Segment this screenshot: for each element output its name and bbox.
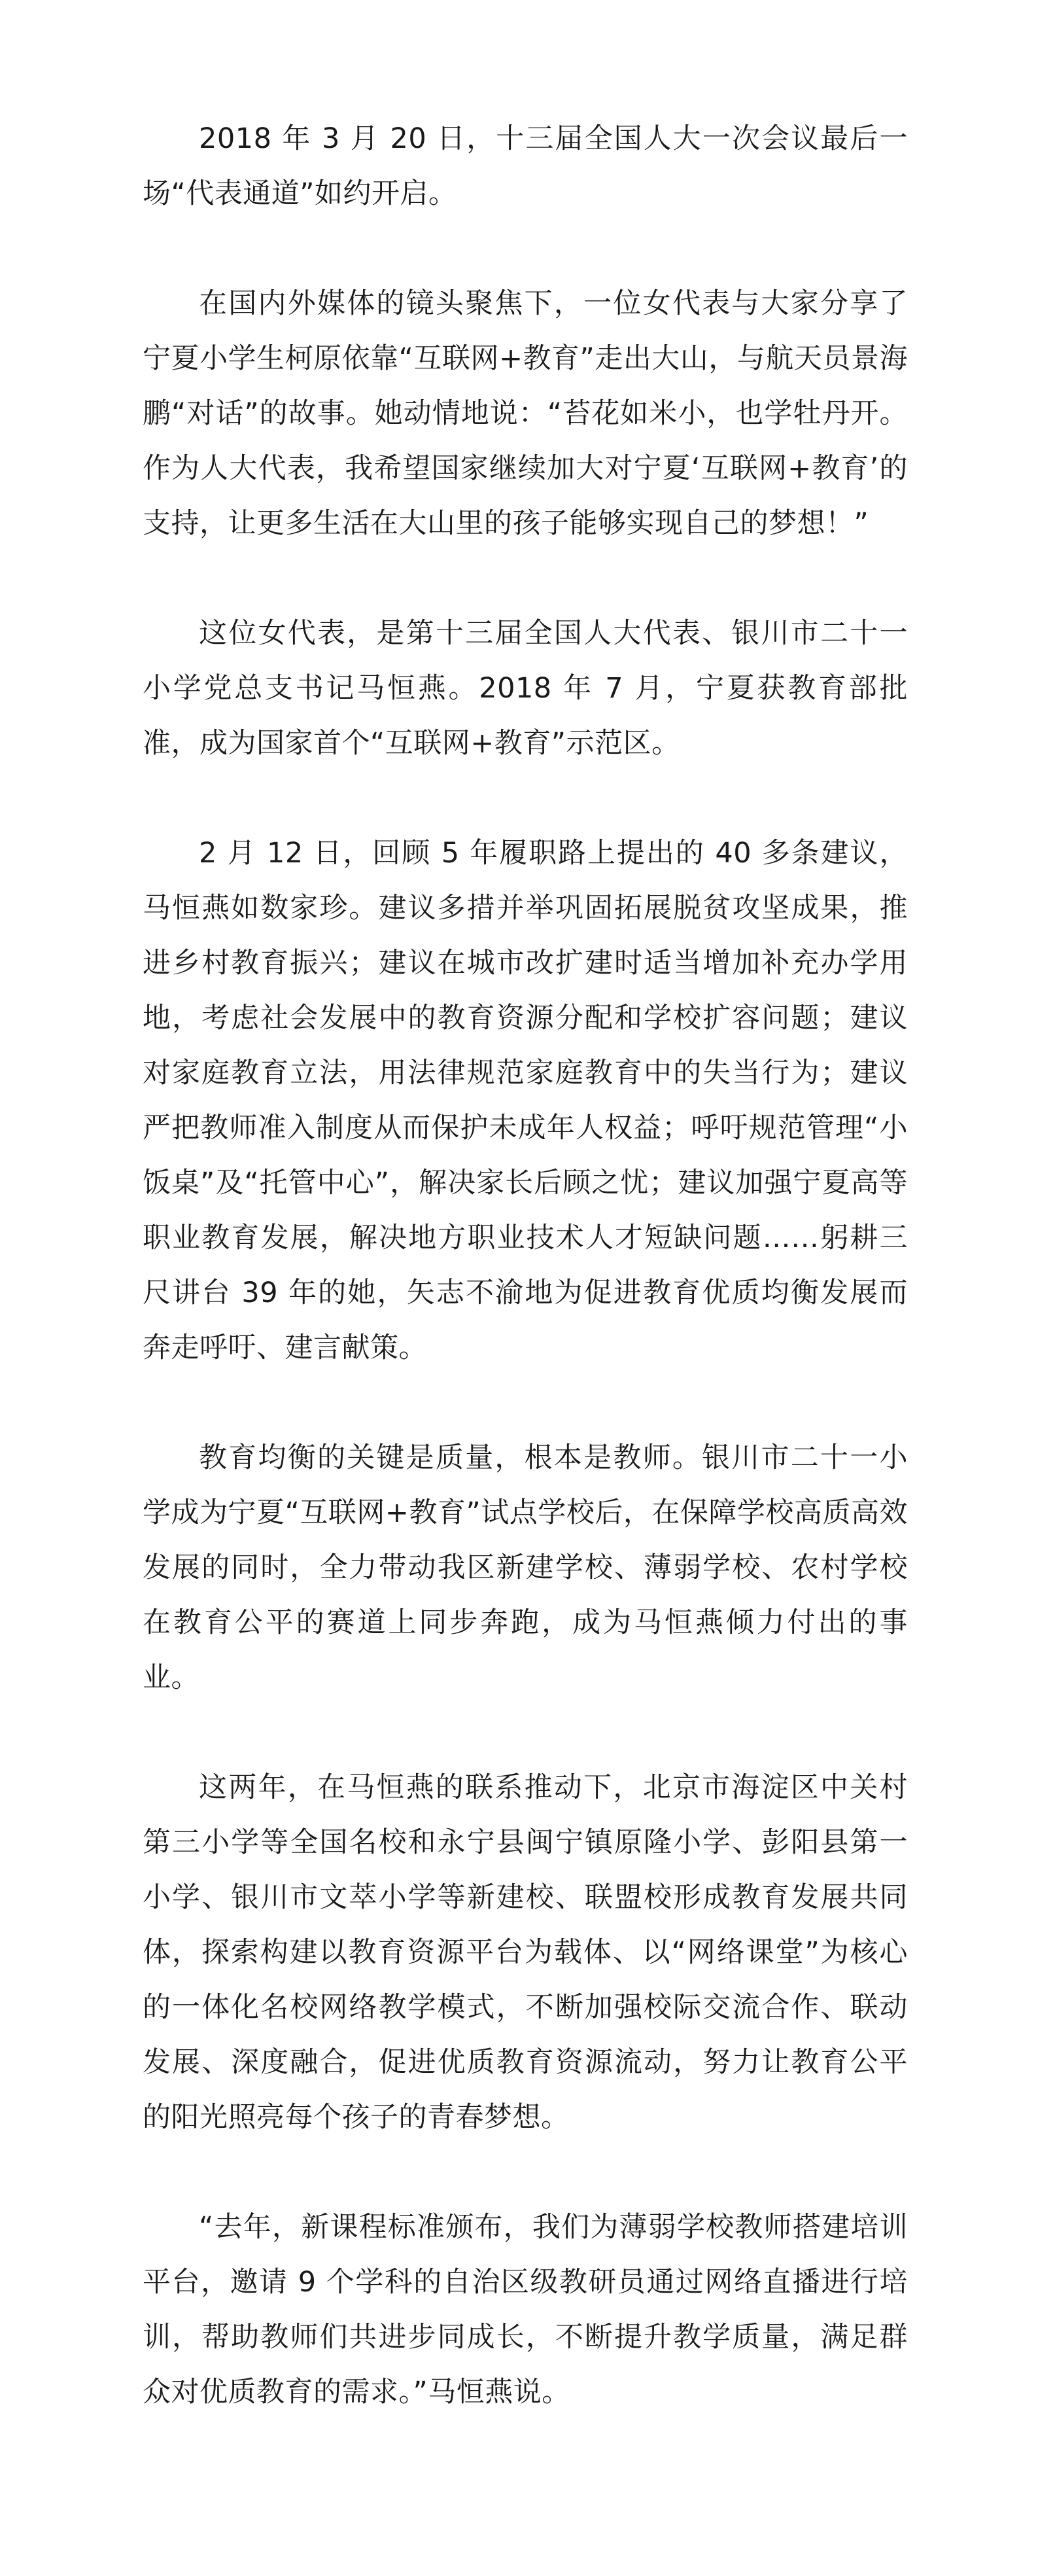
paragraph-2: 在国内外媒体的镜头聚焦下，一位女代表与大家分享了宁夏小学生柯原依靠“互联网+教育”走出大山，与航天员景海鹏“对话”的故事。她动情地说：“苔花如米小，也学牡丹开。作为人大代表，我希望国家继续加大对宁夏‘互联网+教育’的支持，让更多生活在大山里的孩子能够实现自己的梦想！” [143,287,908,540]
paragraph-1: 2018 年 3 月 20 日，十三届全国人大一次会议最后一场“代表通道”如约开启。 [143,122,908,210]
paragraph-4: 2 月 12 日，回顾 5 年履职路上提出的 40 多条建议，马恒燕如数家珍。建议多措并举巩固拓展脱贫攻坚成果，推进乡村教育振兴；建议在城市改扩建时适当增加补充办学用地，考虑社会发展中的教育资源分配和学校扩容问题；建议对家庭教育立法，用法律规范家庭教育中的失当行为；建议严把教师准入制度从而保护未成年人权益；呼吁规范管理“小饭桌”及“托管中心”，解决家长后顾之忧；建议加强宁夏高等职业教育发展，解决地方职业技术人才短缺问题……躬耕三尺讲台 39 年的她，矢志不渝地为促进教育优质均衡发展而奔走呼吁、建言献策。 [143,837,908,1364]
paragraph-3: 这位女代表，是第十三届全国人大代表、银川市二十一小学党总支书记马恒燕。2018 年 7 月，宁夏获教育部批准，成为国家首个“互联网+教育”示范区。 [143,617,908,760]
paragraph-6: 这两年，在马恒燕的联系推动下，北京市海淀区中关村第三小学等全国名校和永宁县闽宁镇原隆小学、彭阳县第一小学、银川市文萃小学等新建校、联盟校形成教育发展共同体，探索构建以教育资源平台为载体、以“网络课堂”为核心的一体化名校网络教学模式，不断加强校际交流合作、联动发展、深度融合，促进优质教育资源流动，努力让教育公平的阳光照亮每个孩子的青春梦想。 [143,1771,908,2134]
paragraph-5: 教育均衡的关键是质量，根本是教师。银川市二十一小学成为宁夏“互联网+教育”试点学校后，在保障学校高质高效发展的同时，全力带动我区新建学校、薄弱学校、农村学校在教育公平的赛道上同步奔跑，成为马恒燕倾力付出的事业。 [143,1441,908,1694]
article-body [143,111,908,2420]
paragraph-7: “去年，新课程标准颁布，我们为薄弱学校教师搭建培训平台，邀请 9 个学科的自治区级教研员通过网络直播进行培训，帮助教师们共进步同成长，不断提升教学质量，满足群众对优质教育的需求。”马恒燕说。 [143,2211,908,2408]
